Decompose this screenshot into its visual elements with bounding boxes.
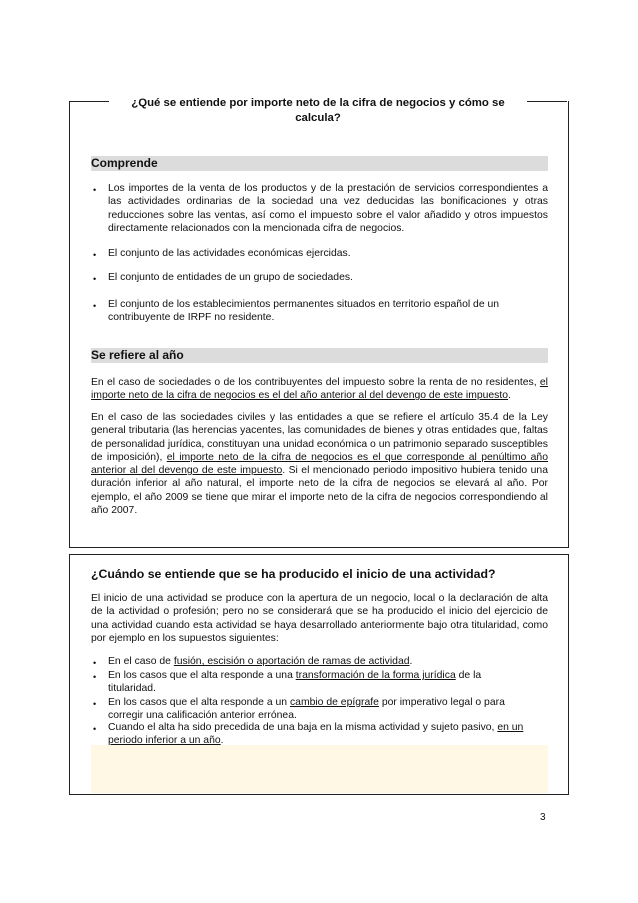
heading-comprende: Comprende xyxy=(91,156,548,171)
comprende-item-1: Los importes de la venta de los productos y de la prestación de servicios correspondientes a las actividades ordinarias de la sociedad una vez deducidas las bonificaciones y otras reducciones sobre las ventas, así como el impuesto sobre el valor añadido y otros impuestos directamente relacionados con la mencionada cifra de negocios. xyxy=(108,183,548,234)
section-title-importe: ¿Qué se entiende por importe neto de la cifra de negocios y cómo se calcula? xyxy=(131,97,505,124)
bullet: • xyxy=(93,699,97,709)
bullet: • xyxy=(93,274,97,284)
heading-se-refiere-al-ano: Se refiere al año xyxy=(91,348,548,363)
underlined-text: cambio de epígrafe xyxy=(289,697,379,708)
comprende-item-4: El conjunto de los establecimientos permanentes situados en territorio español de un contribuyente de IRPF no residente. xyxy=(108,299,500,324)
comprende-item-3: El conjunto de entidades de un grupo de sociedades. xyxy=(108,272,353,283)
year-paragraph-2: En el caso de las sociedades civiles y las entidades a que se refiere el artículo 35.4 de la Ley general tributaria (las herencias yacentes, las comunidades de bienes y otras entidades que, faltas de personalidad jurídica, constituyan una unidad económica o un patrimonio separado susceptibles de imposición), el importe neto de la cifra de negocios es el que corresponde al penúltimo año anterior al del devengo de este impuesto. Si el mencionado periodo impositivo hubiera tenido una duración inferior al año natural, el importe neto de la cifra de negocios se elevará al año. Por ejemplo, el año 2009 se tiene que mirar el importe neto de la cifra de negocios correspondiendo al año 2007. xyxy=(91,412,548,517)
bullet: • xyxy=(93,301,97,311)
year-paragraph-1: En el caso de sociedades o de los contribuyentes del impuesto sobre la renta de no residentes, el importe neto de la cifra de negocios es el del año anterior al del devengo de este impuesto. xyxy=(91,377,548,402)
page-number: 3 xyxy=(540,812,546,823)
inicio-item-2: En los casos que el alta responde a una transformación de la forma jurídica de la titularidad. xyxy=(108,670,482,695)
box-top-border-right xyxy=(527,101,567,102)
highlighted-area xyxy=(91,745,548,793)
box-top-border-left xyxy=(69,101,109,102)
inicio-intro-paragraph: El inicio de una actividad se produce con la apertura de un negocio, local o la declaración de alta de la actividad o profesión; pero no se considerará que se ha producido el inicio del ejercicio de una actividad cuando esta actividad se haya desarrollado anteriormente bajo otra titularidad, como por ejemplo en los supuestos siguientes: xyxy=(91,593,548,644)
comprende-item-2: El conjunto de las actividades económicas ejercidas. xyxy=(108,248,351,259)
inicio-item-1: En el caso de fusión, escisión o aportación de ramas de actividad. xyxy=(108,656,413,667)
bullet: • xyxy=(93,724,97,734)
bullet: • xyxy=(93,185,97,195)
bullet: • xyxy=(93,672,97,682)
underlined-text: transformación de la forma jurídica xyxy=(295,670,456,681)
underlined-text: el importe neto de la cifra de negocios es el que corresponde al penúltimo año anterior al del devengo de este impuesto xyxy=(91,451,548,477)
section-title-inicio-actividad: ¿Cuándo se entiende que se ha producido el inicio de una actividad? xyxy=(91,567,496,581)
bullet: • xyxy=(93,250,97,260)
underlined-text: el importe neto de la cifra de negocios es el del año anterior al del devengo de este impuesto xyxy=(91,377,548,402)
bullet: • xyxy=(93,658,97,668)
underlined-text: en un periodo inferior a un año xyxy=(108,722,524,747)
underlined-text: fusión, escisión o aportación de ramas de actividad xyxy=(173,656,410,667)
inicio-item-4: Cuando el alta ha sido precedida de una baja en la misma actividad y sujeto pasivo, en un periodo inferior a un año. xyxy=(108,722,524,747)
inicio-item-3: En los casos que el alta responde a un cambio de epígrafe por imperativo legal o para corregir una calificación anterior errónea. xyxy=(108,697,505,722)
